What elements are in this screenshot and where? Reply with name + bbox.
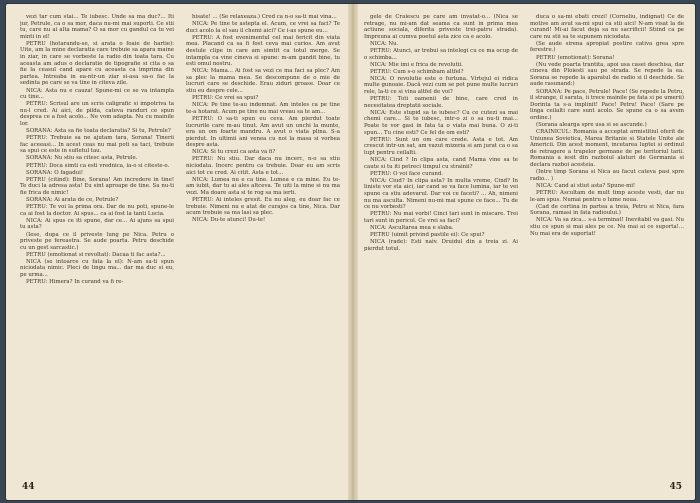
text-paragraph: PETRU: Scrisul are un scris caligrafic si impotriva ta nu-l cred. Ai aici, de pilda, cateva randuri ce spun desprea ce a fost acolo... Ne vom adapta. Nu cu mainile lor. [20,101,174,127]
text-paragraph: PETRU: Ascultam de mult timp aceste vesti, dar nu le-am spus. Numai pentru o lume noua. [530,189,684,203]
text-paragraph: PETRU: A fost evenimentul cel mai fericit din viata mea. Placand ca sa fi fost ceva mai curios. Am avut destule clipe in care am simtit ca totul merge. Se intampla ca vine cineva si spune: m-am gandit bine, tu esti omul nostru. [186,34,340,68]
book-gutter [348,4,358,500]
text-paragraph: NICA: Mama... Ai fost sa vezi ce ma faci sa plec? Am sa plec la mama mea. Se descompune de o mie de lucruri care se deschide. Erau ziduri groase. Doar ce stiu eu despre cele... [186,68,340,95]
text-paragraph: (Intre timp Sorana si Nica au facut cateva pasi spre radio... ) [530,169,684,182]
text-paragraph: SORANA: Asta sa fie toata declaratia? Si tu, Petrule? [26,128,171,135]
text-paragraph: PETRU: Atunci, ar trebui sa intelegi cu ce ma ocup de o schimba... [364,47,518,61]
right-page-column-1 [364,14,518,472]
text-paragraph: gele de Craiescu pe care am invatat-o... (Nica se retrage, nu mi-am dat seama ca sunt in prima mea actiune sociala, diferita priveste trei-patru strada). Impreuna ai cumva poetul asta zice ca e acolo. [364,14,518,40]
text-paragraph: PETRU: Sunt un om care crede. Asta e tot. Am crescut intr-un sat, am vazut mizeria si am jurat ca o sa lupt pentru ceilalti. [364,136,518,156]
text-paragraph: NICA: Ai spus ce iti spune, dar ce... Ai ajuns sa spui tu asta? [20,217,174,231]
text-paragraph: NICA: Nu. [370,40,399,47]
text-paragraph: (Nu vede poarta trantita, apoi usa casei deschisa, dar cineva din Ploiesti sau pe strada. Se repede la ea. Sorana se repede la aparatul de radio si il deschide. Se aude rasunand:) [530,61,684,88]
left-page [20,14,342,492]
text-paragraph: NICA: Asta nu e cauza! Spune-mi ce se va intampla cu tine... [20,87,174,101]
right-page-number: 45 [669,482,682,492]
text-paragraph: PETRU: Cum s-o schimbam altfel? [370,68,464,75]
right-page [364,14,686,492]
text-paragraph: hisate! ... (Se relaxeaza.) Cred ca n-o sa-ti mai vina... [192,14,337,20]
text-paragraph: NICA: Cand ai stiut asta? Spune-mi! [536,182,636,189]
text-paragraph: PETRU: Ai inteles gresit. Eu nu aleg, eu doar fac ce trebuie. Nimeni nu e atat de curajos ca tine, Nica. Dar acum trebuie sa ma lasi sa plec. [186,197,340,217]
text-paragraph: PETRU: Himera? In curand va fi re- [26,279,124,286]
text-paragraph: NICA: Pe tine te astepta el. Acum, ce vrei sa faci? Te duci acolo la el sau il chemi aici? Ce i-as spune eu... [186,21,340,34]
text-paragraph: NICA: Va sa zica... s-a terminat! Inevitabil va gasi. Nu stiu ce spun si mai ales pe ce. Nu mai ai ce suporta!... Nu mai era de suportat! [530,217,684,237]
text-paragraph: PETRU: Nu stiu. Dar daca nu incerc, n-o sa stiu niciodata. Incerc pentru ca trebuie. Doar eu am scris aici tot ce cred. Ai citit. Asta e tot... [186,156,340,176]
text-paragraph: PETRU: Nu mai vorbi! Cinci tari sunt in miscare. Trei tari sunt in pericol. Ce vrei sa faci? [364,211,518,224]
right-page-column-2 [530,14,684,472]
left-page-column-2 [186,14,340,472]
text-paragraph: NICA (rade): Esti naiv. Druidul din a treia zi. Ai pierdut totul. [364,239,518,252]
text-paragraph: vezi tar cum stai... Te iubesc. Unde sa ma duc?... Iti jur, Petrule, ca o sa mor, daca nu-mi mai suporti. Ce stii tu, care nu ai alta mama? O sa mor cu gandul ca tu vei minti in el! [20,14,174,40]
text-paragraph: PETRU: Te voi la prima ora. Dar de nu poti, spune-le ca ai fost la doctor. Ai spus... ca ai fost la tanti Lucia. [20,204,174,217]
text-paragraph: PETRU (emotionat si revoltat): Dacaa ti fac asta?... [26,251,166,258]
text-paragraph: NICA: Mie imi e frica de revolutii. [370,61,463,68]
text-paragraph: NICA: Ciud? In clipa asta? In multa vreme, Cind? In liniste vor sta aici, iar cand se va face lumina, iar te vei spune ca stiu adevarul. Dar voi ce faceti? ... Ah, nimeni nu ma asculta. Nimeni nu-mi mai spune ce face... Tu de ce nu vorbesti? [364,177,518,211]
text-paragraph: PETRU (uimit privind pastile ei): Ce spui? [370,232,485,238]
text-paragraph: CRAINICUL: Romania a acceptat armistitiul oferit de Uniunea Sovietica, Marea Britanie si Statele Unite ale Americii. Din acest moment, incetarea luptei si ordinul de retragere a trupelor germane de pe teritoriul tarii. Romania a iesit din razboiul alaturi de Germania si declara razboi acesteia. [530,129,684,169]
text-paragraph: NICA: Si tu crezi ca asta va fi? [192,149,276,156]
text-paragraph: (Sorana alearga spre usa si se ascunde.) [536,122,647,128]
left-page-number: 44 [22,482,35,492]
text-paragraph: SORANA: Nu stiu sa citesc asta, Petrule. [26,155,138,162]
text-paragraph: PETRU: O voi face curand. [370,170,444,177]
text-paragraph: PETRU: Trebuie sa ne ajutam tara, Sorana! Tinerii fac aceeasi... In acest ceas nu mai poti sa taci, trebuie sa spui ce este in sufletul tau. [20,135,174,155]
text-paragraph: NICA: Este stupid sa te iubesc? Cu ce cutezi sa mai chemi care... Si te iubesc, intr-o zi o sa nu-ti mai... Poate te vor gasi in fata ta o viata mai buna. O zi-ti spun... Tu cine esti? Ce fel de om esti? [364,109,518,136]
text-paragraph: NICA: Pe tine te-au indemnat. Am inteles ca pe tine te-a hotarat. Acum pe tine nu mai vreau sa te am... [186,102,340,115]
text-paragraph: NICA: Cind ? In clipa asta, cand Mama vine sa te caute si tu iti petreci timpul cu strainii? [364,156,518,170]
text-paragraph: SORANA: Ai arata de ce, Petrule? [26,197,119,204]
text-paragraph: NICA: Lumea nu e ca tine. Lumea e ca mine. Eu te-am iubit, dar tu ai ales altceva. Te uiti la mine si nu ma vezi. Ma doare asta si te rog sa ma ierti. [186,176,340,196]
text-paragraph: PETRU: Toti oamenii de bine, care cred in necesitatea dreptatii sociale. [364,96,518,109]
left-page-column-1 [20,14,174,472]
text-paragraph: PETRU (emotionat): Sorana! [536,54,615,61]
text-paragraph: (Iese, dupa ce il priveste lung pe Nica. Petru o priveste pe fereastra. Se aude poarta. Petru deschide cu un gest sarcastic.) [20,231,174,251]
text-paragraph: NICA: Ascultarea mea e slaba. [370,224,454,231]
text-paragraph: (Cad de cortina in partea a treia, Petru si Nica, fara Sorana, ramasi in fata radioului.) [530,203,684,217]
text-paragraph: SORANA: Pe pace, Petrule! Pace! (Se repede la Petru, il strange, il saruta, ii trece mainile pe fata si pe umerii) Dorinta ta s-a implinit! Pace! Petru! Pace! (Sare pe linga ceilalti care sunt acolo. Se spune ca o sa avem ordine.) [530,88,684,121]
text-paragraph: NICA: O revolutie este o furtuna. Virtejul ei ridica multe gunoaie. Dacă vezi cum se pot pune multe lucruri rele, la-ti ce si vina altfel de voi? [364,75,518,96]
text-paragraph: PETRU: O sa-ti spun eu ceva. Am pierdut toate lucrurile care m-au tinut. Am avut un unchi la munte, era un om foarte mandru. A avut o viata plina. S-a pierdut. In ultimii ani venea cu noi la masa si vorbea despre asta. [186,115,340,149]
text-paragraph: NICA (se intoarce cu fata la el): N-am sa-ti spun niciodata nimic. Pleci de lingu ma... dar ma duc si eu, pe urma... [20,258,174,279]
text-paragraph: PETRU (citind): Bine, Sorana! Am incredere in tine! Te duci la adresa asta! Eu sint aproape de tine. Sa nu-ti fie frica de nimic! [20,176,174,196]
open-book [6,4,695,500]
text-paragraph: NICA: Du-te atunci! Du-te! [192,217,266,224]
text-paragraph: duca o sa-mi ebati crezi! (Corneliu, indignat) Ce de motive am avut sa-mi spui ca stii aici! N-am visat la de curand! Mi-ai facut deja sa nu sacrificii! Stiind ca pe care nu stii sa te supunem niciodata. [530,14,684,40]
text-paragraph: PETRU: Ce vrei sa spui? [192,95,259,102]
text-paragraph: PETRU: Doca simti ca esti vrednica, ia-o si citeste-o. [26,162,170,169]
text-paragraph: PETRU (hotarandu-se, si arata o foaie de hartie): Uite, am la mine declaratia care trebuie sa apara maine in ziar, in care se vorbeste la radio din toata tara. Cu aceasta am adus o declaratie de tipografie si cita o sa fie la ceasul cand apare cu aceasta ca imprima din partea. Intreaba in ea-ntr-un ziar si-asa sa-o fac la sedinta pe care se va tine in citeva zile. [20,40,174,87]
text-paragraph: (Se aude sirena apropiat postire cativa grea spre ferestre.) [530,40,684,54]
text-paragraph: SORANA: O fagadui! [26,169,84,176]
